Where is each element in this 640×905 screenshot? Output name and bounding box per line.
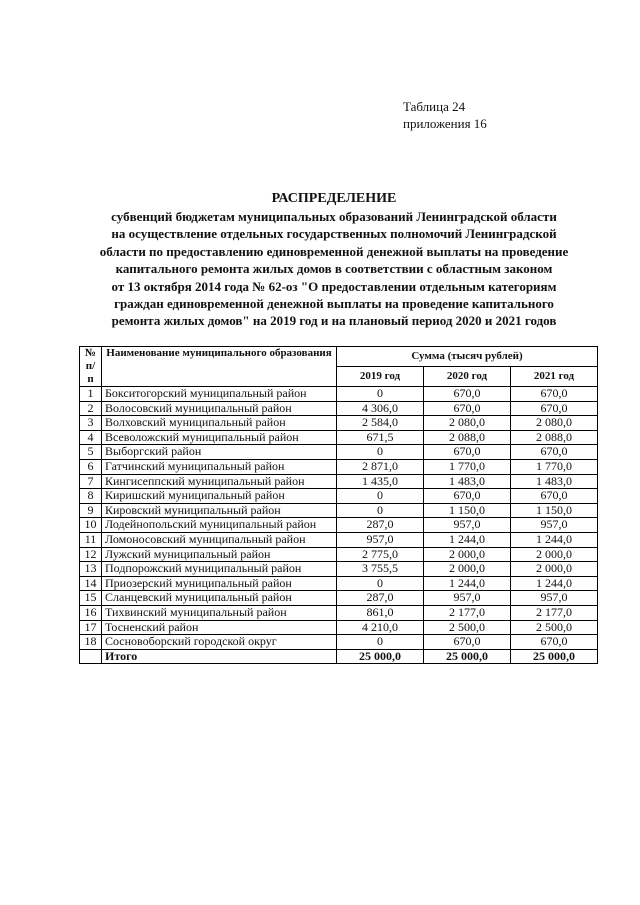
header-year-2021: 2021 год <box>511 367 598 387</box>
row-number: 11 <box>80 532 102 547</box>
municipality-name: Подпорожский муниципальный район <box>102 562 337 577</box>
total-amount-2019: 25 000,0 <box>337 649 424 664</box>
amount-2019: 957,0 <box>337 532 424 547</box>
amount-2021: 2 088,0 <box>511 430 598 445</box>
amount-2020: 670,0 <box>424 489 511 504</box>
table-row <box>80 605 598 620</box>
amount-2019: 0 <box>337 576 424 591</box>
amount-2021: 1 150,0 <box>511 503 598 518</box>
row-number: 17 <box>80 620 102 635</box>
header-num: № п/п <box>80 347 102 387</box>
table-row <box>80 503 598 518</box>
total-num-cell <box>80 649 102 664</box>
row-number: 18 <box>80 635 102 650</box>
table-row <box>80 591 598 606</box>
subtitle-line: области по предоставлению единовременной денежной выплаты на проведение <box>99 243 569 259</box>
header-sum: Сумма (тысяч рублей) <box>337 347 598 367</box>
total-amount-2020: 25 000,0 <box>424 649 511 664</box>
row-number: 14 <box>80 576 102 591</box>
amount-2021: 670,0 <box>511 445 598 460</box>
amount-2021: 2 000,0 <box>511 547 598 562</box>
table-reference <box>403 98 487 132</box>
amount-2021: 670,0 <box>511 387 598 402</box>
row-number: 6 <box>80 459 102 474</box>
total-row <box>80 649 598 664</box>
document-title: РАСПРЕДЕЛЕНИЕ <box>271 191 397 206</box>
amount-2020: 2 000,0 <box>424 547 511 562</box>
subtitle-line: субвенций бюджетам муниципальных образований Ленинградской области <box>111 209 557 224</box>
municipality-name: Бокситогорский муниципальный район <box>102 387 337 402</box>
table-row <box>80 416 598 431</box>
amount-2020: 2 080,0 <box>424 416 511 431</box>
amount-2021: 2 080,0 <box>511 416 598 431</box>
municipality-name: Лужский муниципальный район <box>102 547 337 562</box>
row-number: 8 <box>80 489 102 504</box>
municipality-name: Лодейнопольский муниципальный район <box>102 518 337 533</box>
amount-2020: 2 177,0 <box>424 605 511 620</box>
amount-2021: 670,0 <box>511 635 598 650</box>
subtitle-line: на осуществление отдельных государственных полномочий Ленинградской <box>111 226 557 242</box>
subtitle-line: ремонта жилых домов" на 2019 год и на плановый период 2020 и 2021 годов <box>111 313 557 329</box>
table-row <box>80 635 598 650</box>
subtitle-line: капитального ремонта жилых домов в соответствии с областным законом <box>115 261 553 277</box>
municipality-name: Волховский муниципальный район <box>102 416 337 431</box>
row-number: 4 <box>80 430 102 445</box>
row-number: 9 <box>80 503 102 518</box>
amount-2021: 1 770,0 <box>511 459 598 474</box>
document-heading <box>80 190 588 330</box>
amount-2019: 287,0 <box>337 591 424 606</box>
row-number: 7 <box>80 474 102 489</box>
table-row <box>80 459 598 474</box>
subtitle-line: граждан единовременной денежной выплаты на проведение капитального <box>114 296 554 312</box>
amount-2020: 957,0 <box>424 518 511 533</box>
amount-2019: 2 775,0 <box>337 547 424 562</box>
municipality-name: Гатчинский муниципальный район <box>102 459 337 474</box>
amount-2019: 0 <box>337 635 424 650</box>
municipality-name: Выборгский район <box>102 445 337 460</box>
amount-2021: 2 000,0 <box>511 562 598 577</box>
amount-2019: 4 306,0 <box>337 401 424 416</box>
municipality-name: Кировский муниципальный район <box>102 503 337 518</box>
amount-2019: 0 <box>337 489 424 504</box>
row-number: 13 <box>80 562 102 577</box>
amount-2020: 1 483,0 <box>424 474 511 489</box>
municipality-name: Ломоносовский муниципальный район <box>102 532 337 547</box>
municipality-name: Сосновоборский городской округ <box>102 635 337 650</box>
municipality-name: Сланцевский муниципальный район <box>102 591 337 606</box>
subtitle-line: от 13 октября 2014 года № 62-оз "О предоставлении отдельным категориям <box>111 278 557 294</box>
amount-2021: 1 244,0 <box>511 576 598 591</box>
document-subtitle <box>80 208 588 330</box>
amount-2021: 670,0 <box>511 489 598 504</box>
row-number: 1 <box>80 387 102 402</box>
row-number: 2 <box>80 401 102 416</box>
row-number: 15 <box>80 591 102 606</box>
amount-2021: 957,0 <box>511 591 598 606</box>
amount-2019: 1 435,0 <box>337 474 424 489</box>
amount-2021: 2 177,0 <box>511 605 598 620</box>
municipality-name: Волосовский муниципальный район <box>102 401 337 416</box>
amount-2019: 0 <box>337 387 424 402</box>
municipality-name: Кингисеппский муниципальный район <box>102 474 337 489</box>
table-row <box>80 430 598 445</box>
table-row <box>80 401 598 416</box>
row-number: 12 <box>80 547 102 562</box>
header-name: Наименование муниципального образования <box>102 347 337 387</box>
appendix-number: приложения 16 <box>403 116 487 131</box>
amount-2019: 2 584,0 <box>337 416 424 431</box>
amount-2021: 1 483,0 <box>511 474 598 489</box>
amount-2020: 670,0 <box>424 635 511 650</box>
municipality-name: Тихвинский муниципальный район <box>102 605 337 620</box>
amount-2019: 671,5 <box>337 430 424 445</box>
amount-2020: 1 150,0 <box>424 503 511 518</box>
municipality-name: Приозерский муниципальный район <box>102 576 337 591</box>
amount-2020: 670,0 <box>424 401 511 416</box>
municipality-name: Всеволожский муниципальный район <box>102 430 337 445</box>
amount-2020: 1 244,0 <box>424 576 511 591</box>
table-number: Таблица 24 <box>403 99 466 114</box>
table-row <box>80 445 598 460</box>
amount-2020: 2 000,0 <box>424 562 511 577</box>
amount-2021: 957,0 <box>511 518 598 533</box>
amount-2019: 3 755,5 <box>337 562 424 577</box>
amount-2020: 2 088,0 <box>424 430 511 445</box>
amount-2021: 2 500,0 <box>511 620 598 635</box>
distribution-table <box>79 346 598 664</box>
row-number: 5 <box>80 445 102 460</box>
row-number: 10 <box>80 518 102 533</box>
header-year-2019: 2019 год <box>337 367 424 387</box>
table-row <box>80 532 598 547</box>
table-row <box>80 474 598 489</box>
row-number: 3 <box>80 416 102 431</box>
total-label: Итого <box>102 649 337 664</box>
table-row <box>80 620 598 635</box>
amount-2020: 670,0 <box>424 387 511 402</box>
amount-2019: 0 <box>337 503 424 518</box>
municipality-name: Киришский муниципальный район <box>102 489 337 504</box>
amount-2019: 861,0 <box>337 605 424 620</box>
amount-2021: 670,0 <box>511 401 598 416</box>
amount-2020: 1 244,0 <box>424 532 511 547</box>
table-row <box>80 576 598 591</box>
table-row <box>80 562 598 577</box>
table-row <box>80 489 598 504</box>
amount-2019: 2 871,0 <box>337 459 424 474</box>
header-year-2020: 2020 год <box>424 367 511 387</box>
amount-2019: 4 210,0 <box>337 620 424 635</box>
amount-2020: 670,0 <box>424 445 511 460</box>
table-row <box>80 547 598 562</box>
amount-2020: 1 770,0 <box>424 459 511 474</box>
total-amount-2021: 25 000,0 <box>511 649 598 664</box>
amount-2020: 2 500,0 <box>424 620 511 635</box>
table-row <box>80 518 598 533</box>
amount-2019: 287,0 <box>337 518 424 533</box>
amount-2021: 1 244,0 <box>511 532 598 547</box>
row-number: 16 <box>80 605 102 620</box>
table-row <box>80 387 598 402</box>
municipality-name: Тосненский район <box>102 620 337 635</box>
amount-2019: 0 <box>337 445 424 460</box>
amount-2020: 957,0 <box>424 591 511 606</box>
